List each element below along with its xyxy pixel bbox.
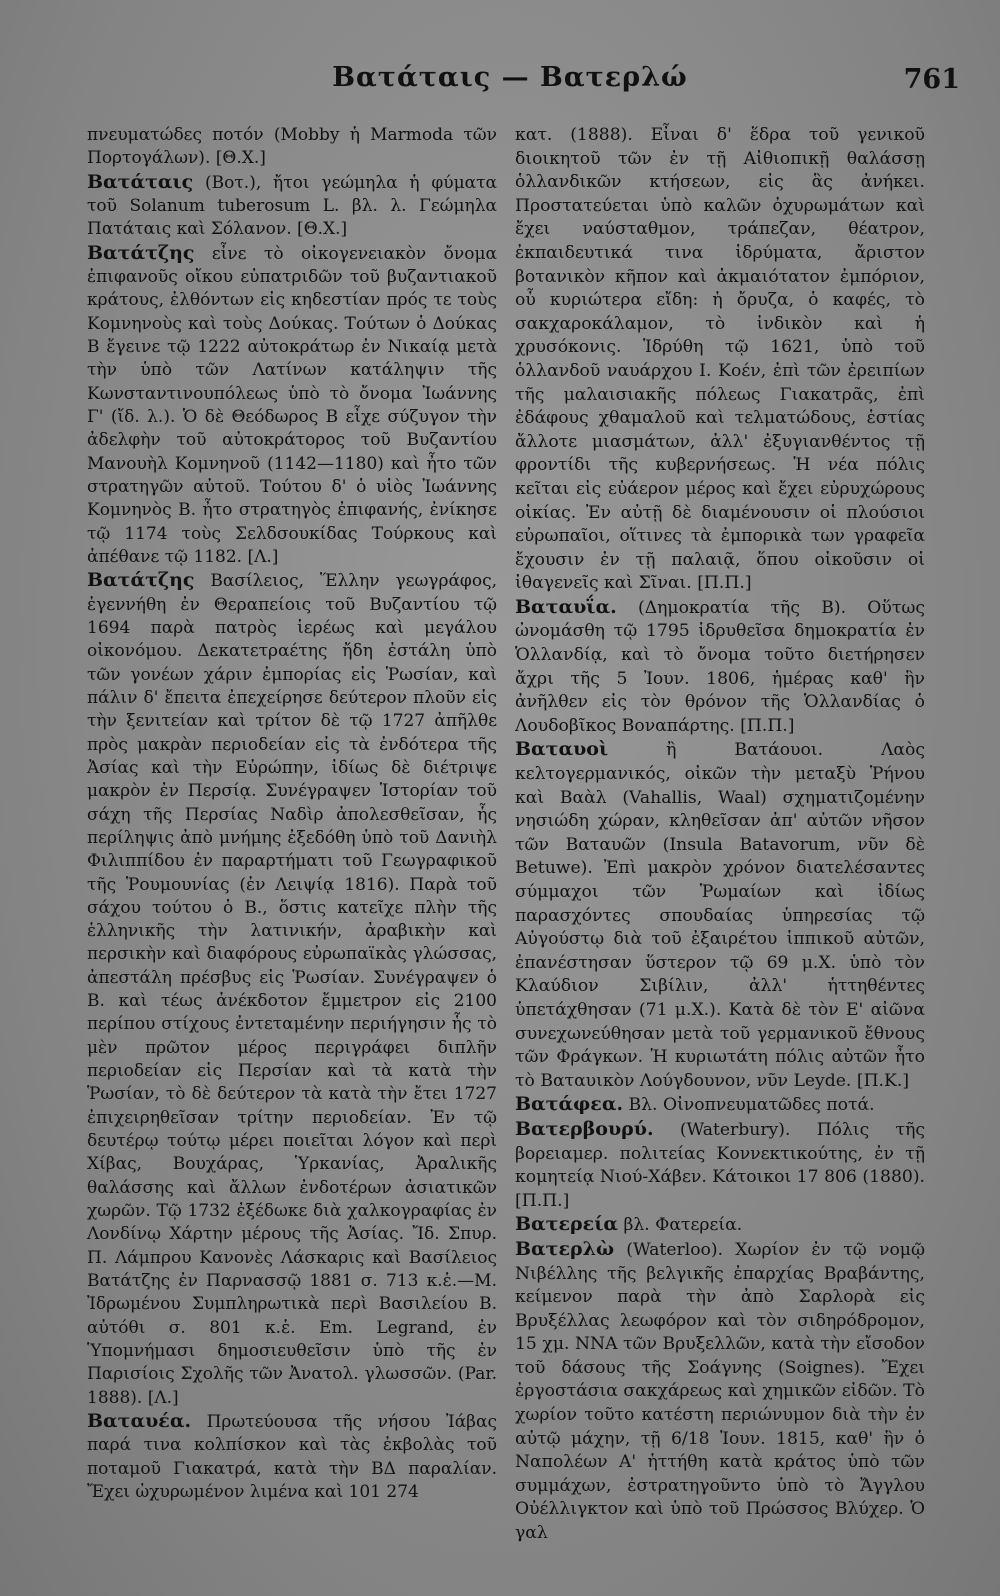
dictionary-entry bbox=[515, 738, 925, 1093]
entry-text: (Βοτ.), ἤτοι γεώμηλα ἡ φύματα τοῦ Solanum tuberosum L. βλ. λ. Γεώμηλα Πατάταις καὶ Σόλανον. [Θ.Χ.] bbox=[87, 172, 497, 240]
dictionary-entry bbox=[515, 1213, 925, 1238]
continuation-text: κατ. (1888). Εἶναι δ' ἕδρα τοῦ γενικοῦ διοικητοῦ τῶν ἐν τῇ Αἰθιοπικῇ θαλάσσῃ ὁλλανδικῶν κτήσεων, εἰς ἃς ἀνήκει. Προστατεύεται ὑπὸ καλῶν ὀχυρωμάτων καὶ ἔχει ναύσταθμον, τράπεζαν, θέατρον, ἐκπαιδευτικά τινα ἱδρύματα, ἄριστον βοτανικὸν κῆπον καὶ ἀκμαιότατον ἐμπόριον, οὗ κυριώτερα εἴδη: ἡ ὄρυζα, ὁ καφές, τὸ σακχαροκάλαμον, τὸ ἰνδικὸν καὶ ἡ χρυσόκονις. Ἱδρύθη τῷ 1621, ὑπὸ τοῦ ὁλλανδοῦ ναυάρχου I. Κοέν, ἐπὶ τῶν ἐρειπίων τῆς μαλαισιακῆς πόλεως Γιακατρᾶς, ἐπὶ ἐδάφους χθαμαλοῦ καὶ τελματώδους, ἑστίας ἄλλοτε μιασμάτων, ἀλλ' ἐξυγιανθέντος τῇ φροντίδι τῆς κυβερνήσεως. Ἡ νέα πόλις κεῖται εἰς εὐάερον μέρος καὶ ἔχει εὐρυχώρους οἰκίας. Ἐν αὐτῇ δὲ διαμένουσιν οἱ πλούσιοι εὐρωπαῖοι, οἵτινες τὰ ἐμπορικὰ των γραφεῖα ἔχουσιν ἐν τῇ παλαιᾷ, ὅπου οἰκοῦσιν οἱ ἰθαγενεῖς καὶ Σῖναι. [Π.Π.] bbox=[515, 125, 925, 594]
entry-text: (Δημοκρατία τῆς Β). Οὕτως ὠνομάσθη τῷ 1795 ἱδρυθεῖσα δημοκρατία ἐν Ὁλλανδίᾳ, καὶ τὸ ὄνομα τοῦτο διετήρησεν ἄχρι τῆς 5 Ἰουν. 1806, ἡμέρας καθ' ἣν ἀνῆλθεν εἰς τὸν θρόνον τῆς Ὁλλανδίας ὁ Λουδοβῖκος Βοναπάρτης. [Π.Π.] bbox=[515, 597, 925, 736]
entry-text: (Waterbury). Πόλις τῆς βορειαμερ. πολιτείας Κοννεκτικούτης, ἐν τῇ κομητείᾳ Νιού-Χάβεν. Κάτοικοι 17 806 (1880). [Π.Π.] bbox=[515, 1119, 925, 1211]
entry-headword: Βατάτζης bbox=[87, 569, 195, 592]
entry-headword: Βαταυοὶ bbox=[515, 738, 609, 761]
entry-text: Βασίλειος, Ἕλλην γεωγράφος, ἐγεννήθη ἐν Θεραπείοις τοῦ Βυζαντίου τῷ 1694 παρὰ πατρὸς ἱερέως καὶ μεγάλου οἰκονόμου. Δεκατετραέτης ἤδη ἐστάλη ὑπὸ τῶν γονέων χάριν ἐμπορίας εἰς Ῥωσίαν, καὶ πάλιν δ' ἔπειτα ἐπεχείρησε δεύτερον πλοῦν εἰς τὴν ξενιτείαν καὶ τρίτον δὲ τῷ 1727 ἀπῆλθε πρὸς μακρὰν περιοδείαν εἰς τὰ ἐνδότερα τῆς Ἀσίας καὶ τὴν Εὐρώπην, ἰδίως δὲ διέτριψε μακρὸν ἐν Περσίᾳ. Συνέγραψεν Ἱστορίαν τοῦ σάχη τῆς Περσίας Ναδὶρ ἀπολεσθεῖσαν, ἧς περίληψις ἀπὸ μνήμης ἐξεδόθη ὑπὸ τοῦ Δανιὴλ Φιλιππίδου ἐν παραρτήματι τοῦ Γεωγραφικοῦ τῆς Ῥουμουνίας (ἐν Λειψίᾳ 1816). Παρὰ τοῦ σάχου τούτου ὁ Β., ὅστις κατεῖχε πλὴν τῆς ἑλληνικῆς τὴν λατινικήν, ἀραβικὴν καὶ περσικὴν καὶ διαφόρους εὐρωπαϊκὰς γλώσσας, ἀπεστάλη πρέσβυς εἰς Ῥωσίαν. Συνέγραψεν ὁ Β. καὶ τέως ἀνέκδοτον ἔμμετρον εἰς 2100 περίπου στίχους ἐντεταμένην περιήγησιν ἧς τὸ μὲν πρῶτον μέρος περιγράφει διπλῆν περιοδείαν εἰς Περσίαν καὶ τὰ κατὰ τὴν Ῥωσίαν, τὸ δὲ δεύτερον τὰ κατὰ τὴν ἔτει 1727 ἐπιχειρηθεῖσαν τρίτην περιοδείαν. Ἐν τῷ δευτέρῳ τούτῳ μέρει ποιεῖται λόγον καὶ περὶ Χίβας, Βουχάρας, Ὑρκανίας, Ἀραλικῆς θαλάσσης καὶ ἄλλων ἐνδοτέρων ἀσιατικῶν χωρῶν. Τῷ 1732 ἐξέδωκε διὰ χαλκογραφίας ἐν Λονδίνῳ Χάρτην μέρους τῆς Ἀσίας. Ἴδ. Σπυρ. Π. Λάμπρου Κανονὲς Λάσκαρις καὶ Βασίλειος Βατάτζης ἐν Παρνασσῷ 1881 σ. 713 κ.ἑ.—Μ. Ἰδρωμένου Συμπληρωτικὰ περὶ Βασιλείου Β. αὐτόθι σ. 801 κ.ἑ. Em. Legrand, ἐν Ὑπομνήμασι δημοσιευθεῖσιν ὑπὸ τῆς ἐν Παρισίοις Σχολῆς τῶν Ἀνατολ. γλωσσῶν. (Par. 1888). [Λ.] bbox=[87, 571, 497, 1408]
dictionary-entry bbox=[87, 569, 497, 1410]
entry-headword: Βατάφεα. bbox=[515, 1093, 624, 1116]
dictionary-entry bbox=[515, 596, 925, 739]
continuation-text: πνευματώδες ποτόν (Mobby ἡ Marmoda τῶν Πορτογάλων). [Θ.Χ.] bbox=[87, 125, 497, 169]
entry-headword: Βατερβουρύ. bbox=[515, 1117, 654, 1140]
right-column bbox=[515, 124, 925, 1546]
dictionary-entry bbox=[515, 1118, 925, 1213]
entry-headword: Βατερλὼ bbox=[515, 1237, 615, 1260]
entry-headword: Βαταυέα. bbox=[87, 1410, 192, 1433]
entry-text: ἢ Βατάουοι. Λαὸς κελτογερμανικός, οἰκῶν τὴν μεταξὺ Ῥήνου καὶ Βαὰλ (Vahallis, Waal) σχηματιζομένην νησιώδη χώραν, κληθεῖσαν ἀπ' αὐτῶν νῆσον τῶν Βαταυῶν (Insula Batavorum, νῦν δὲ Betuwe). Ἐπὶ μακρὸν χρόνον διατελέσαντες σύμμαχοι τῶν Ῥωμαίων καὶ ἰδίως παρασχόντες σπουδαίας ὑπηρεσίας τῷ Αὐγούστῳ διὰ τοῦ ἐξαιρέτου ἱππικοῦ αὐτῶν, ἐπανέστησαν ὕστερον τῷ 69 μ.Χ. ὑπὸ τὸν Κλαύδιον Σιβίλιν, ἀλλ' ἡττηθέντες ὑπετάχθησαν (71 μ.Χ.). Κατὰ δὲ τὸν Ε' αἰῶνα συνεχωνεύθησαν μετὰ τοῦ γερμανικοῦ ἔθνους τῶν Φράγκων. Ἡ κυριωτάτη πόλις αὐτῶν ἦτο τὸ Βαταυικὸν Λούγδουνον, νῦν Leyde. [Π.Κ.] bbox=[515, 740, 925, 1091]
dictionary-entry bbox=[87, 171, 497, 242]
entry-text: Βλ. Οἰνοπνευματῶδες ποτά. bbox=[623, 1095, 875, 1116]
left-column bbox=[87, 124, 497, 1504]
entry-headword: Βαταυΐα. bbox=[515, 595, 617, 618]
dictionary-entry bbox=[87, 242, 497, 570]
running-head: Βατάταις — Βατερλώ bbox=[332, 62, 688, 93]
entry-headword: Βατάτζης bbox=[87, 241, 195, 264]
entry-text: (Waterloo). Χωρίον ἐν τῷ νομῷ Νιβέλλης τῆς βελγικῆς ἐπαρχίας Βραβάντης, κείμενον παρὰ τὴν ἀπὸ Σαρλορὰ εἰς Βρυξέλλας λεωφόρον καὶ τὸν σιδηρόδρομον, 15 χμ. ΝΝΑ τῶν Βρυξελλῶν, κατὰ τὴν εἴσοδον τοῦ δάσους τῆς Σοάγνης (Soignes). Ἔχει ἐργοστάσια σακχάρεως καὶ χημικῶν εἰδῶν. Τὸ χωρίον τοῦτο κατέστη περιώνυμον διὰ τὴν ἐν αὐτῷ μάχην, τῇ 6/18 Ἰουν. 1815, καθ' ἣν ὁ Ναπολέων Α' ἡττήθη κατὰ κράτος ὑπὸ τῶν συμμάχων, ἐστρατηγοῦντο ὑπὸ τὸ Ἄγγλου Οὐέλλιγκτον καὶ ὑπὸ τοῦ Πρώσσος Βλύχερ. Ὁ γαλ bbox=[515, 1239, 925, 1544]
entry-text: εἶνε τὸ οἰκογενειακὸν ὄνομα ἐπιφανοῦς οἴκου εὐπατριδῶν τοῦ βυζαντιακοῦ κράτους, ἐλθόντων εἰς κηδεστίαν πρός τε τοὺς Κομνηνοὺς καὶ τοὺς Δούκας. Τούτων ὁ Δούκας Β ἔγεινε τῷ 1222 αὐτοκράτωρ ἐν Νικαίᾳ μετὰ τὴν ὑπὸ τῶν Λατίνων κατάληψιν τῆς Κωνσταντινουπόλεως ὑπὸ τὸ ὄνομα Ἰωάννης Γ' (ἴδ. λ.). Ὁ δὲ Θεόδωρος Β εἶχε σύζυγον τὴν ἀδελφὴν τοῦ αὐτοκράτορος τοῦ Βυζαντίου Μανουὴλ Κομνηνοῦ (1142—1180) καὶ ἦτο τῶν στρατηγῶν αὐτοῦ. Τούτου δ' ὁ υἱὸς Ἰωάννης Κομνηνὸς Β. ἦτο στρατηγὸς ἐπιφανής, ἐνίκησε τῷ 1174 τοὺς Σελδσουκίδας Τούρκους καὶ ἀπέθανε τῷ 1182. [Λ.] bbox=[87, 243, 497, 567]
dictionary-entry bbox=[515, 1238, 925, 1546]
entry-headword: Βατερεία bbox=[515, 1213, 619, 1236]
entry-text: Πρωτεύουσα τῆς νήσου Ἰάβας παρά τινα κολπίσκον καὶ τὰς ἐκβολὰς τοῦ ποταμοῦ Γιακατρά, κατὰ τὴν ΒΔ παραλίαν. Ἔχει ὠχυρωμένον λιμένα καὶ 101 274 bbox=[87, 1412, 497, 1503]
page-number: 761 bbox=[903, 64, 960, 95]
dictionary-entry bbox=[87, 1410, 497, 1504]
page-header bbox=[60, 62, 960, 102]
dictionary-entry bbox=[515, 1093, 925, 1118]
entry-text: βλ. Φατερεία. bbox=[618, 1215, 743, 1236]
entry-headword: Βατάταις bbox=[87, 170, 194, 193]
